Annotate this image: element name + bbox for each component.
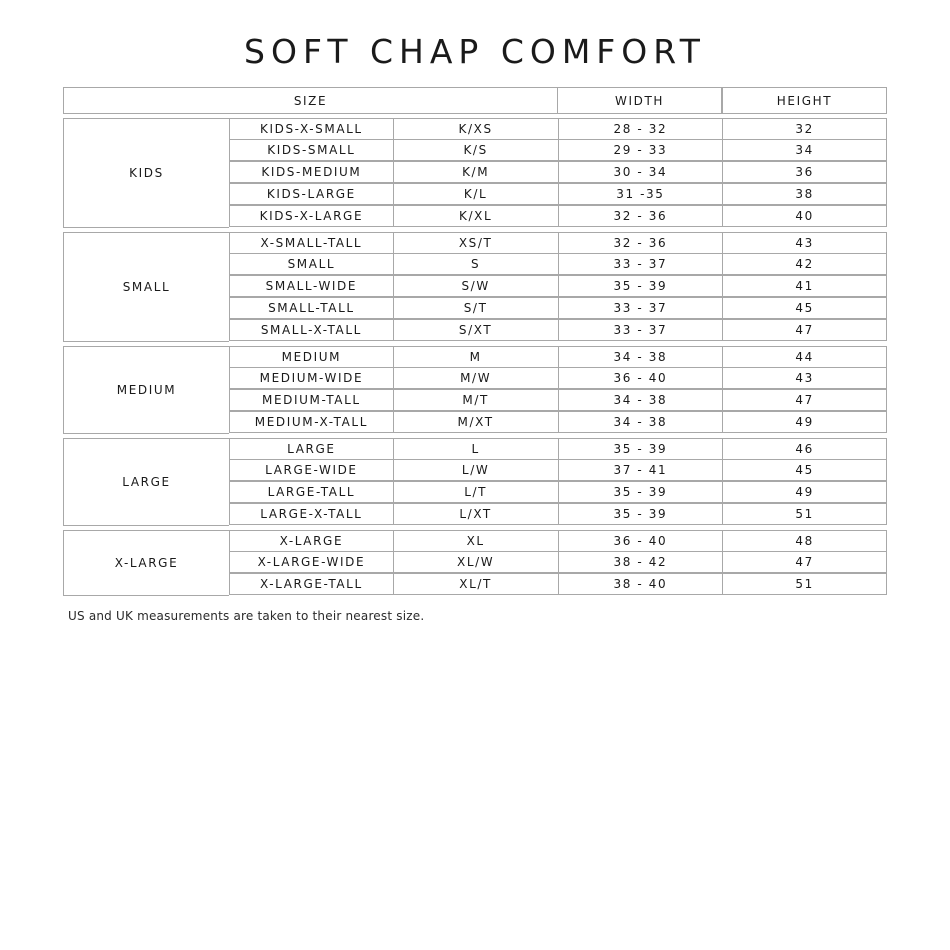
size-code-cell: S/T	[393, 297, 559, 319]
page-title: SOFT CHAP COMFORT	[244, 32, 706, 71]
size-groups	[63, 118, 887, 596]
width-cell: 34 - 38	[558, 389, 724, 411]
width-cell: 32 - 36	[558, 232, 724, 254]
size-code-cell: K/S	[393, 139, 559, 161]
size-name-cell: LARGE-TALL	[229, 481, 394, 503]
size-name-cell: MEDIUM-WIDE	[229, 367, 394, 389]
size-group-rows	[229, 438, 887, 526]
table-row	[229, 460, 887, 482]
size-code-cell: L/XT	[393, 503, 559, 525]
height-cell: 47	[722, 319, 887, 341]
size-code-cell: K/L	[393, 183, 559, 205]
height-cell: 49	[722, 411, 887, 433]
width-cell: 30 - 34	[558, 161, 724, 183]
table-row	[229, 390, 887, 412]
height-cell: 47	[722, 551, 887, 573]
size-name-cell: LARGE	[229, 438, 394, 460]
table-row	[229, 206, 887, 228]
size-code-cell: XL/W	[393, 551, 559, 573]
height-cell: 41	[722, 275, 887, 297]
size-name-cell: MEDIUM-X-TALL	[229, 411, 394, 433]
size-group-rows	[229, 530, 887, 596]
size-name-cell: MEDIUM-TALL	[229, 389, 394, 411]
table-row	[229, 118, 887, 140]
table-row	[229, 368, 887, 390]
width-cell: 31 -35	[558, 183, 724, 205]
table-header-row	[63, 87, 887, 114]
header-width: WIDTH	[558, 87, 722, 114]
height-cell: 38	[722, 183, 887, 205]
height-cell: 51	[722, 503, 887, 525]
size-group	[63, 530, 887, 596]
size-chart-table	[63, 87, 887, 596]
size-name-cell: MEDIUM	[229, 346, 394, 368]
size-group-label: SMALL	[63, 232, 229, 342]
size-name-cell: SMALL-X-TALL	[229, 319, 394, 341]
size-group-rows	[229, 118, 887, 228]
height-cell: 51	[722, 573, 887, 595]
table-row	[229, 298, 887, 320]
table-row	[229, 346, 887, 368]
size-name-cell: KIDS-X-SMALL	[229, 118, 394, 140]
width-cell: 36 - 40	[558, 367, 724, 389]
table-row	[229, 574, 887, 596]
width-cell: 38 - 40	[558, 573, 724, 595]
size-name-cell: KIDS-MEDIUM	[229, 161, 394, 183]
size-group-rows	[229, 232, 887, 342]
table-row	[229, 254, 887, 276]
table-row	[229, 504, 887, 526]
size-code-cell: K/XS	[393, 118, 559, 140]
width-cell: 35 - 39	[558, 438, 724, 460]
size-code-cell: L/T	[393, 481, 559, 503]
size-group	[63, 232, 887, 342]
table-row	[229, 412, 887, 434]
table-row	[229, 482, 887, 504]
height-cell: 46	[722, 438, 887, 460]
size-name-cell: SMALL-WIDE	[229, 275, 394, 297]
height-cell: 32	[722, 118, 887, 140]
table-row	[229, 140, 887, 162]
height-cell: 43	[722, 367, 887, 389]
header-size: SIZE	[63, 87, 558, 114]
size-code-cell: S/XT	[393, 319, 559, 341]
size-name-cell: X-LARGE	[229, 530, 394, 552]
table-row	[229, 232, 887, 254]
height-cell: 42	[722, 253, 887, 275]
size-group	[63, 118, 887, 228]
width-cell: 33 - 37	[558, 297, 724, 319]
table-row	[229, 552, 887, 574]
width-cell: 33 - 37	[558, 253, 724, 275]
height-cell: 48	[722, 530, 887, 552]
table-row	[229, 530, 887, 552]
width-cell: 37 - 41	[558, 459, 724, 481]
size-group	[63, 346, 887, 434]
size-name-cell: X-SMALL-TALL	[229, 232, 394, 254]
width-cell: 34 - 38	[558, 346, 724, 368]
width-cell: 33 - 37	[558, 319, 724, 341]
size-code-cell: S/W	[393, 275, 559, 297]
table-row	[229, 438, 887, 460]
width-cell: 35 - 39	[558, 275, 724, 297]
size-code-cell: L/W	[393, 459, 559, 481]
width-cell: 34 - 38	[558, 411, 724, 433]
size-name-cell: LARGE-X-TALL	[229, 503, 394, 525]
header-height: HEIGHT	[722, 87, 887, 114]
size-name-cell: X-LARGE-WIDE	[229, 551, 394, 573]
height-cell: 45	[722, 459, 887, 481]
size-name-cell: KIDS-SMALL	[229, 139, 394, 161]
size-group-label: LARGE	[63, 438, 229, 526]
size-code-cell: M/T	[393, 389, 559, 411]
size-code-cell: L	[393, 438, 559, 460]
table-row	[229, 162, 887, 184]
width-cell: 36 - 40	[558, 530, 724, 552]
height-cell: 40	[722, 205, 887, 227]
size-group-label: KIDS	[63, 118, 229, 228]
size-code-cell: S	[393, 253, 559, 275]
size-code-cell: XS/T	[393, 232, 559, 254]
size-name-cell: SMALL-TALL	[229, 297, 394, 319]
size-name-cell: KIDS-LARGE	[229, 183, 394, 205]
size-code-cell: M/XT	[393, 411, 559, 433]
height-cell: 47	[722, 389, 887, 411]
height-cell: 36	[722, 161, 887, 183]
height-cell: 34	[722, 139, 887, 161]
width-cell: 35 - 39	[558, 481, 724, 503]
size-name-cell: SMALL	[229, 253, 394, 275]
width-cell: 38 - 42	[558, 551, 724, 573]
table-row	[229, 320, 887, 342]
height-cell: 43	[722, 232, 887, 254]
size-group-label: MEDIUM	[63, 346, 229, 434]
size-code-cell: M	[393, 346, 559, 368]
width-cell: 35 - 39	[558, 503, 724, 525]
width-cell: 28 - 32	[558, 118, 724, 140]
height-cell: 45	[722, 297, 887, 319]
size-group-label: X-LARGE	[63, 530, 229, 596]
size-code-cell: K/M	[393, 161, 559, 183]
size-code-cell: K/XL	[393, 205, 559, 227]
footnote: US and UK measurements are taken to their nearest size.	[68, 609, 425, 623]
size-group-rows	[229, 346, 887, 434]
height-cell: 49	[722, 481, 887, 503]
size-name-cell: KIDS-X-LARGE	[229, 205, 394, 227]
size-code-cell: XL/T	[393, 573, 559, 595]
size-name-cell: X-LARGE-TALL	[229, 573, 394, 595]
size-name-cell: LARGE-WIDE	[229, 459, 394, 481]
table-row	[229, 276, 887, 298]
size-code-cell: M/W	[393, 367, 559, 389]
size-code-cell: XL	[393, 530, 559, 552]
table-row	[229, 184, 887, 206]
width-cell: 29 - 33	[558, 139, 724, 161]
width-cell: 32 - 36	[558, 205, 724, 227]
size-group	[63, 438, 887, 526]
height-cell: 44	[722, 346, 887, 368]
